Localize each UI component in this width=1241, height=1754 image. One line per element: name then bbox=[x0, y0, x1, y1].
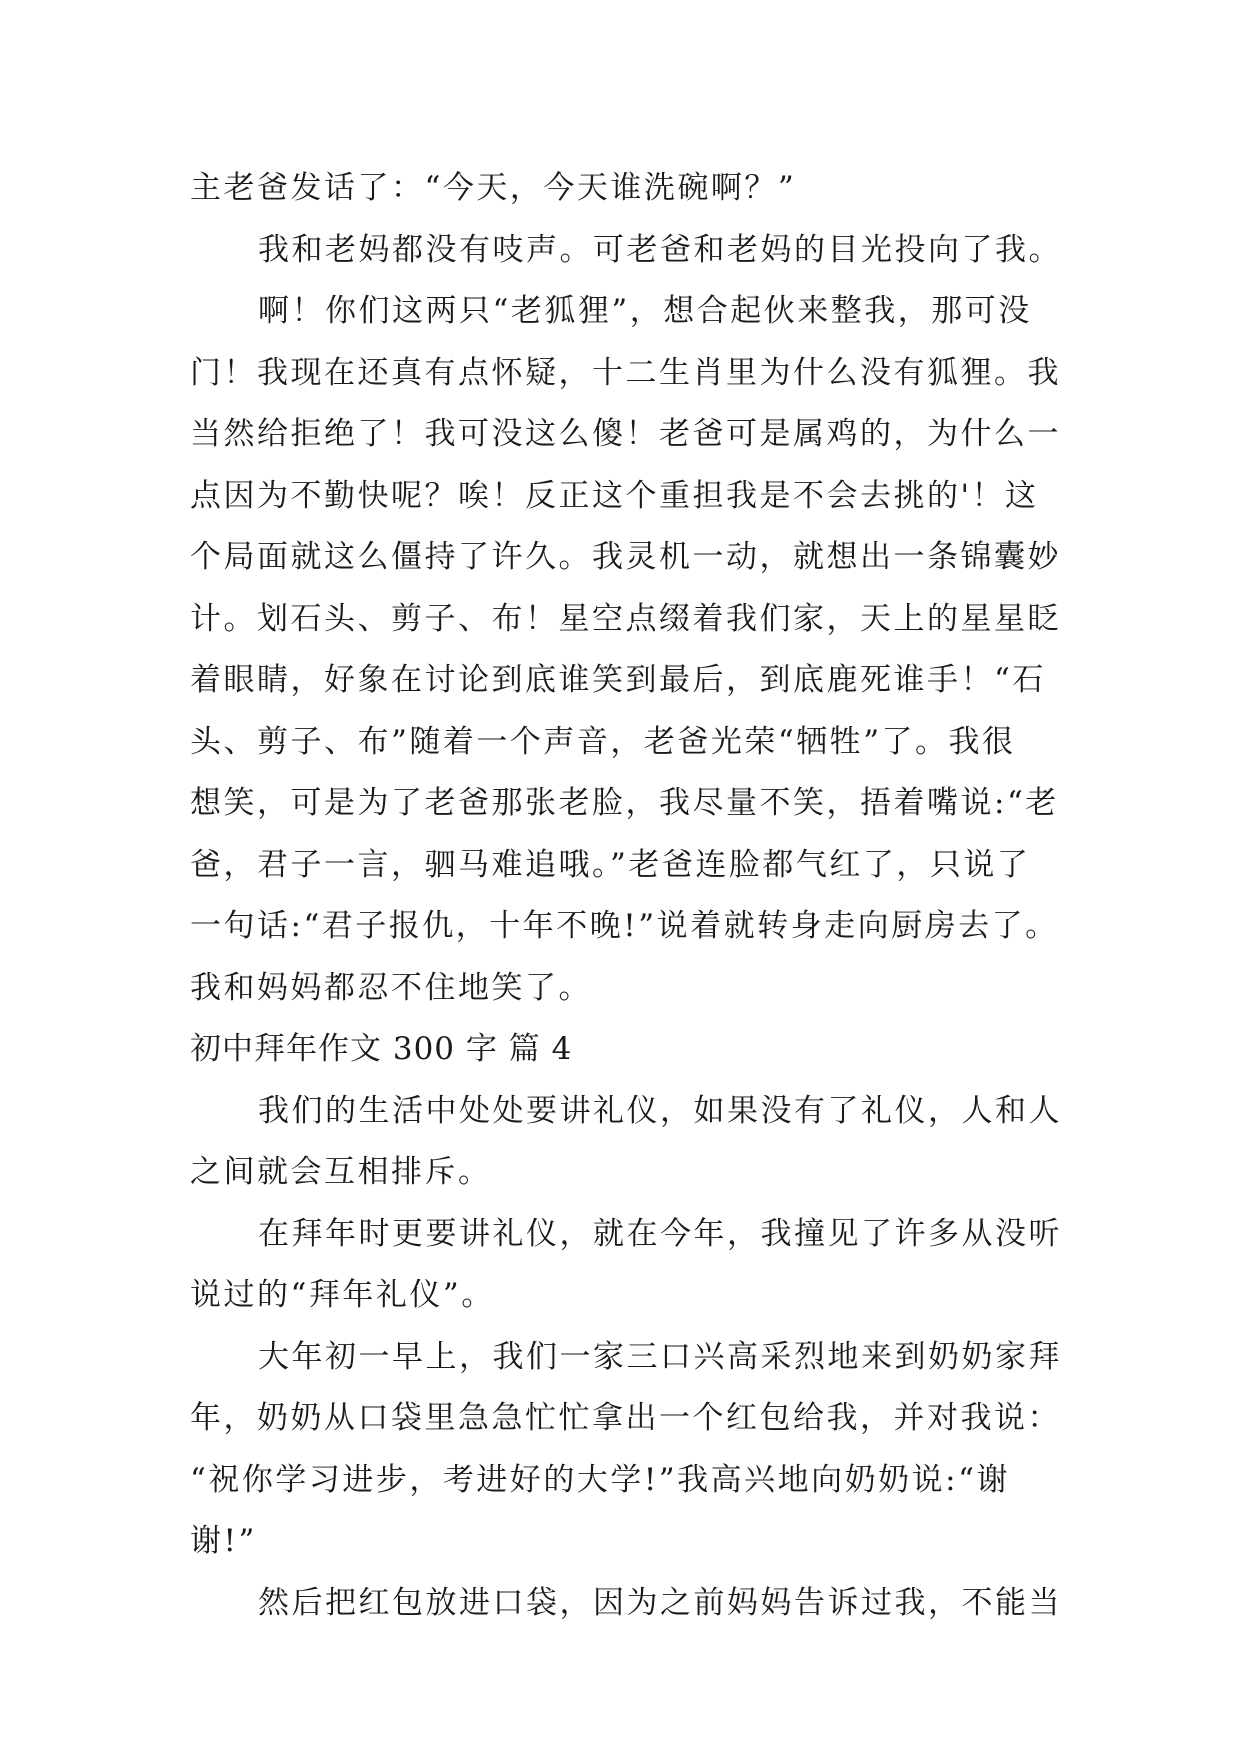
text-line: 在拜年时更要讲礼仪，就在今年，我撞见了许多从没听 bbox=[258, 1215, 1062, 1252]
text-line: 当然给拒绝了！我可没这么傻！老爸可是属鸡的，为什么一 bbox=[190, 416, 1061, 452]
text-line: 我和老妈都没有吱声。可老爸和老妈的目光投向了我。 bbox=[258, 231, 1062, 268]
text-line: 年，奶奶从口袋里急急忙忙拿出一个红包给我，并对我说： bbox=[190, 1400, 1061, 1436]
text-line: 头、剪子、布”随着一个声音，老爸光荣“牺牲”了。我很 bbox=[190, 723, 1016, 760]
text-line: “祝你学习进步，考进好的大学!”我高兴地向奶奶说:“谢 bbox=[190, 1461, 1010, 1498]
text-line: 主老爸发话了：“今天，今天谁洗碗啊？” bbox=[190, 170, 797, 206]
text-line: 一句话:“君子报仇，十年不晚!”说着就转身走向厨房去了。 bbox=[190, 908, 1059, 944]
text-line: 想笑，可是为了老爸那张老脸，我尽量不笑，捂着嘴说:“老 bbox=[190, 785, 1059, 821]
text-line: 点因为不勤快呢？唉！反正这个重担我是不会去挑的'！这 bbox=[190, 477, 1039, 514]
text-line: 爸，君子一言，驷马难追哦。”老爸连脸都气红了，只说了 bbox=[190, 846, 1031, 883]
text-line: 计。划石头、剪子、布！星空点缀着我们家，天上的星星眨 bbox=[190, 600, 1061, 637]
text-line: 着眼睛，好象在讨论到底谁笑到最后，到底鹿死谁手！“石 bbox=[190, 662, 1046, 698]
text-line: 然后把红包放进口袋，因为之前妈妈告诉过我，不能当 bbox=[258, 1584, 1062, 1621]
text-line: 啊！你们这两只“老狐狸”，想合起伙来整我，那可没 bbox=[258, 293, 1032, 329]
text-line: 说过的“拜年礼仪”。 bbox=[190, 1277, 495, 1313]
text-line: 谢!” bbox=[190, 1523, 257, 1559]
text-line: 门！我现在还真有点怀疑，十二生肖里为什么没有狐狸。我 bbox=[190, 354, 1061, 391]
text-line: 我和妈妈都忍不住地笑了。 bbox=[190, 969, 592, 1006]
text-line: 之间就会互相排斥。 bbox=[190, 1154, 492, 1190]
section-heading: 初中拜年作文 300 字 篇 4 bbox=[190, 1031, 573, 1067]
text-line: 我们的生活中处处要讲礼仪，如果没有了礼仪，人和人 bbox=[258, 1092, 1062, 1129]
document-body bbox=[190, 158, 1060, 1634]
text-line: 个局面就这么僵持了许久。我灵机一动，就想出一条锦囊妙 bbox=[190, 539, 1061, 575]
text-line: 大年初一早上，我们一家三口兴高采烈地来到奶奶家拜 bbox=[258, 1338, 1062, 1375]
